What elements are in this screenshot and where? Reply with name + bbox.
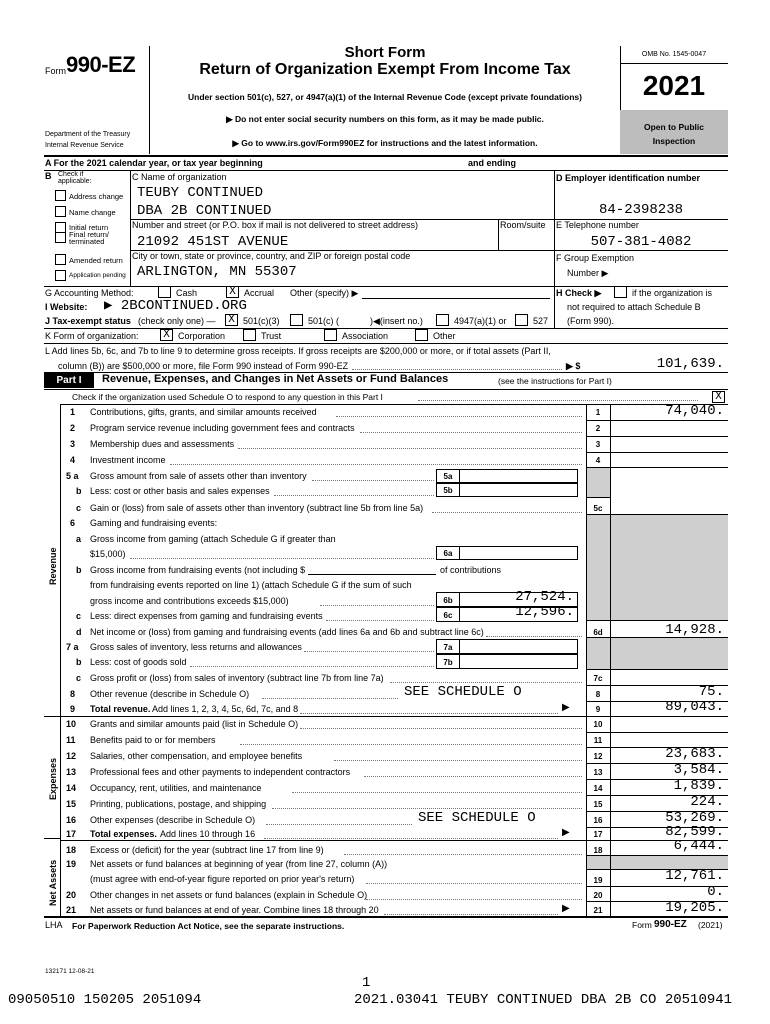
line-15-text: Printing, publications, postage, and shipping — [90, 799, 267, 809]
line-14-text: Occupancy, rent, utilities, and maintenance — [90, 783, 262, 793]
form-number: 990-EZ — [66, 52, 136, 77]
line-11-number: 11 — [66, 735, 76, 745]
line-6c-number: c — [76, 611, 82, 621]
corporation-checkbox[interactable]: X — [160, 329, 173, 341]
city-state-zip: ARLINGTON, MN 55307 — [137, 264, 297, 280]
line-12-box: 12 — [593, 752, 603, 761]
line-20-text: Other changes in net assets or fund balances (explain in Schedule O) — [90, 890, 368, 900]
footer-form-year: (2021) — [698, 920, 723, 930]
line-1-number: 1 — [70, 407, 76, 417]
final-return-checkbox[interactable] — [55, 232, 66, 243]
line-21-box: 21 — [593, 906, 603, 915]
website-notice: ▶ Go to www.irs.gov/Form990EZ for instructions and the latest information. — [232, 138, 538, 148]
expenses-side-label: Expenses — [48, 757, 58, 800]
line-6b-amount: 27,524. — [515, 589, 574, 605]
form-990-text: (Form 990). — [567, 316, 615, 326]
line-21-arrow-icon: ▶ — [562, 903, 570, 914]
line-9-text: Total revenue. — [90, 704, 151, 714]
line-5b-number: b — [76, 486, 82, 496]
527-label: 527 — [533, 316, 549, 326]
line-6a-box: 6a — [443, 549, 453, 558]
paperwork-notice: For Paperwork Reduction Act Notice, see the separate instructions. — [72, 921, 345, 931]
schedule-o-check-text: Check if the organization used Schedule O to respond to any question in this Part I — [72, 392, 383, 402]
website-label: I Website: — [45, 302, 88, 312]
line-14-box: 14 — [593, 784, 603, 793]
tax-exempt-label: J Tax-exempt status — [45, 316, 131, 326]
line-10-box: 10 — [593, 720, 603, 729]
dept-treasury: Department of the Treasury — [45, 131, 131, 138]
line-20-amount: 0. — [707, 884, 724, 900]
line-19-amount: 12,761. — [665, 868, 724, 884]
org-dba-name: DBA 2B CONTINUED — [137, 203, 272, 219]
telephone-value: 507-381-4082 — [590, 234, 692, 250]
line-5a-number: 5 a — [66, 471, 79, 481]
4947-label: 4947(a)(1) or — [454, 316, 507, 326]
form-code: 132171 12-08-21 — [45, 968, 95, 975]
line-8-see-schedule: SEE SCHEDULE O — [404, 684, 522, 700]
part1-tag — [44, 373, 94, 388]
line-16-number: 16 — [66, 815, 77, 825]
line-16-box: 16 — [593, 816, 603, 825]
application-pending-checkbox[interactable] — [55, 270, 66, 281]
line-21-text: Net assets or fund balances at end of year. Combine lines 18 through 20 — [90, 905, 379, 915]
line-16-amount: 53,269. — [665, 810, 724, 826]
line-6a-text2: $15,000) — [90, 549, 126, 559]
line-21-amount: 19,205. — [665, 900, 724, 916]
line-10-text: Grants and similar amounts paid (list in Schedule O) — [90, 719, 299, 729]
line-2-number: 2 — [70, 423, 76, 433]
line-12-number: 12 — [66, 751, 77, 761]
address-change-checkbox[interactable] — [55, 190, 66, 201]
tax-exempt-check: (check only one) — — [138, 316, 216, 326]
line-9-arrow-icon: ▶ — [562, 702, 570, 713]
501c-label: 501(c) ( — [308, 316, 340, 326]
line-5b-field[interactable] — [459, 483, 578, 497]
omb-number: OMB No. 1545-0047 — [641, 51, 707, 58]
insert-no-label: )◀(insert no.) — [370, 316, 423, 326]
line-8-text: Other revenue (describe in Schedule O) — [90, 689, 250, 699]
line-18-box: 18 — [593, 846, 603, 855]
ein-label: D Employer identification number — [556, 173, 701, 183]
irs-label: Internal Revenue Service — [45, 142, 124, 149]
line-6b-number: b — [76, 565, 82, 575]
accrual-checkbox[interactable]: X — [226, 286, 239, 298]
line-6a-number: a — [76, 534, 82, 544]
line-13-number: 13 — [66, 767, 77, 777]
line-7a-number: 7 a — [66, 642, 79, 652]
line-6d-amount: 14,928. — [665, 622, 724, 638]
line-16-see-schedule: SEE SCHEDULE O — [418, 810, 536, 826]
line-4-box: 4 — [595, 456, 601, 465]
amended-return-checkbox[interactable] — [55, 254, 66, 265]
line-12-text: Salaries, other compensation, and employee benefits — [90, 751, 303, 761]
ein-value: 84-2398238 — [598, 202, 683, 218]
line-7c-number: c — [76, 673, 82, 683]
telephone-label: E Telephone number — [556, 220, 639, 230]
corporation-label: Corporation — [178, 331, 226, 341]
line-13-box: 13 — [593, 768, 603, 777]
schedule-o-checkbox[interactable]: X — [712, 391, 725, 403]
line-6c-box: 6c — [443, 611, 453, 620]
ssn-notice: ▶ Do not enter social security numbers on this form, as it may be made public. — [226, 114, 544, 124]
line-3-box: 3 — [595, 440, 601, 449]
lha-label: LHA — [45, 920, 63, 930]
line-18-number: 18 — [66, 845, 77, 855]
line-5b-box: 5b — [443, 486, 453, 495]
h-check-text: if the organization is — [632, 288, 713, 298]
name-change-label: Name change — [69, 208, 116, 217]
line-21-number: 21 — [66, 905, 77, 915]
trust-checkbox[interactable] — [243, 329, 256, 341]
line-1-box: 1 — [595, 408, 601, 417]
accounting-method-label: G Accounting Method: — [45, 288, 134, 298]
accrual-label: Accrual — [244, 288, 275, 298]
line-9-text-b: Add lines 1, 2, 3, 4, 5c, 6d, 7c, and 8 — [152, 704, 299, 714]
line-13-amount: 3,584. — [673, 762, 724, 778]
line-17-text-b: Add lines 10 through 16 — [160, 829, 256, 839]
line-6-text: Gaming and fundraising events: — [90, 518, 218, 528]
line-7c-text: Gross profit or (loss) from sales of inventory (subtract line 7b from line 7a) — [90, 673, 384, 683]
line-18-text: Excess or (deficit) for the year (subtract line 17 from line 9) — [90, 845, 324, 855]
association-checkbox[interactable] — [324, 329, 337, 341]
line-16-text: Other expenses (describe in Schedule O) — [90, 815, 256, 825]
4947-checkbox[interactable] — [436, 314, 449, 326]
net-assets-side-label: Net Assets — [48, 859, 58, 906]
line-a-ending: and ending — [468, 158, 516, 168]
group-exemption-label: F Group Exemption — [556, 253, 635, 263]
line-7b-number: b — [76, 657, 82, 667]
line-17-number: 17 — [66, 829, 77, 839]
street-label: Number and street (or P.O. box if mail is not delivered to street address) — [132, 220, 418, 230]
527-checkbox[interactable] — [515, 314, 528, 326]
line-14-amount: 1,839. — [673, 778, 724, 794]
line-6a-text1: Gross income from gaming (attach Schedule G if greater than — [90, 534, 336, 544]
line-20-box: 20 — [593, 891, 603, 900]
form-title: Return of Organization Exempt From Income Tax — [199, 61, 571, 78]
line-6c-text: Less: direct expenses from gaming and fundraising events — [90, 611, 323, 621]
city-label: City or town, state or province, country, and ZIP or foreign postal code — [132, 251, 411, 261]
line-l-text1: L Add lines 5b, 6c, and 7b to line 9 to determine gross receipts. If gross receipts are $200,000 or more, or if total assets (Part II, — [45, 346, 551, 356]
line-5c-number: c — [76, 503, 82, 513]
line-6-number: 6 — [70, 518, 76, 528]
line-12-amount: 23,683. — [665, 746, 724, 762]
footer-form-number: 990-EZ — [654, 919, 687, 930]
part1-note: (see the instructions for Part I) — [498, 376, 612, 386]
line-2-text: Program service revenue including government fees and contracts — [90, 423, 355, 433]
line-5c-box: 5c — [593, 504, 603, 513]
footer-right-id: 2021.03041 TEUBY CONTINUED DBA 2B CO 20510941 — [354, 992, 733, 1008]
line-6b-contributions: of contributions — [440, 565, 502, 575]
group-exemption-number-label: Number ▶ — [567, 268, 609, 278]
line-11-text: Benefits paid to or for members — [90, 735, 216, 745]
trust-label: Trust — [261, 331, 282, 341]
schedule-b-checkbox[interactable] — [614, 286, 627, 298]
revenue-side-label: Revenue — [48, 547, 58, 585]
line-5a-text: Gross amount from sale of assets other than inventory — [90, 471, 307, 481]
form-prefix: Form — [45, 66, 66, 76]
line-19-text1: Net assets or fund balances at beginning of year (from line 27, column (A)) — [90, 859, 388, 869]
form-of-org-label: K Form of organization: — [45, 331, 139, 341]
cash-label: Cash — [176, 288, 198, 298]
part1-title: Revenue, Expenses, and Changes in Net Assets or Fund Balances — [102, 373, 449, 385]
line-5c-text: Gain or (loss) from sale of assets other than inventory (subtract line 5b from line 5a) — [90, 503, 424, 513]
line-15-amount: 224. — [690, 794, 724, 810]
form-subtitle: Under section 501(c), 527, or 4947(a)(1) of the Internal Revenue Code (except private foundations) — [188, 92, 582, 102]
line-11-box: 11 — [593, 736, 603, 745]
gross-receipts-amount: 101,639. — [656, 356, 724, 372]
line-9-box: 9 — [595, 705, 601, 714]
line-6d-text: Net income or (loss) from gaming and fundraising events (add lines 6a and 6b and subtract line 6c) — [90, 627, 484, 637]
line-5a-field[interactable] — [459, 469, 578, 483]
line-6d-number: d — [76, 627, 82, 637]
line-17-arrow-icon: ▶ — [562, 827, 570, 838]
501c3-label: 501(c)(3) — [243, 316, 280, 326]
amended-return-label: Amended return — [69, 256, 123, 265]
line-18-amount: 6,444. — [673, 838, 724, 854]
501c3-checkbox[interactable]: X — [225, 314, 238, 326]
line-8-box: 8 — [595, 690, 601, 699]
line-10-number: 10 — [66, 719, 77, 729]
line-a-label: A For the 2021 calendar year, or tax year beginning — [45, 158, 263, 168]
line-6b-box: 6b — [443, 596, 453, 605]
footer-left-id: 09050510 150205 2051094 — [8, 992, 202, 1008]
schedule-b-text: not required to attach Schedule B — [567, 302, 701, 312]
inspection-box — [620, 110, 728, 154]
check-if-applicable: Check if applicable: — [58, 171, 92, 185]
part1-tag-label: Part I — [56, 375, 82, 386]
other-method-label: Other (specify) ▶ — [290, 288, 359, 298]
line-7a-box: 7a — [443, 643, 453, 652]
line-5a-box: 5a — [443, 472, 453, 481]
line-1-amount: 74,040. — [665, 403, 724, 419]
h-check-label: H Check ▶ — [556, 288, 602, 298]
line-6d-box: 6d — [593, 628, 603, 637]
line-6a-field[interactable] — [459, 546, 578, 560]
line-9-amount: 89,043. — [665, 699, 724, 715]
line-2-box: 2 — [595, 424, 601, 433]
name-change-checkbox[interactable] — [55, 206, 66, 217]
line-6c-amount: 12,596. — [515, 604, 574, 620]
line-7b-text: Less: cost of goods sold — [90, 657, 187, 667]
website-value: ▶ 2BCONTINUED.ORG — [104, 298, 247, 314]
line-17-amount: 82,599. — [665, 824, 724, 840]
line-19-box: 19 — [593, 876, 603, 885]
open-public: Open to Public — [644, 122, 704, 132]
line-4-number: 4 — [70, 455, 76, 465]
line-13-text: Professional fees and other payments to independent contractors — [90, 767, 351, 777]
line-3-text: Membership dues and assessments — [90, 439, 235, 449]
other-org-checkbox[interactable] — [415, 329, 428, 341]
line-17-text: Total expenses. — [90, 829, 157, 839]
line-9-number: 9 — [70, 704, 76, 714]
line-7a-field[interactable] — [459, 639, 578, 654]
line-3-number: 3 — [70, 439, 76, 449]
footer-form-tag: Form — [632, 920, 652, 930]
line-15-number: 15 — [66, 799, 77, 809]
line-7b-box: 7b — [443, 658, 453, 667]
application-pending-label: Application pending — [69, 272, 126, 279]
line-l-dollar: ▶ $ — [566, 361, 581, 371]
line-6b-text3: gross income and contributions exceeds $15,000) — [90, 596, 289, 606]
501c-checkbox[interactable] — [290, 314, 303, 326]
initial-return-label: Initial return — [69, 223, 109, 232]
line-17-box: 17 — [593, 830, 603, 839]
line-b-label: B — [45, 171, 52, 181]
room-suite-label: Room/suite — [500, 220, 546, 230]
org-name-label: C Name of organization — [132, 172, 227, 182]
other-org-label: Other — [433, 331, 456, 341]
org-name: TEUBY CONTINUED — [137, 185, 264, 201]
line-7c-box: 7c — [593, 674, 603, 683]
line-5b-text: Less: cost or other basis and sales expenses — [90, 486, 270, 496]
page-number: 1 — [362, 975, 371, 991]
tax-year: 2021 — [642, 70, 706, 101]
line-15-box: 15 — [593, 800, 603, 809]
street-address: 21092 451ST AVENUE — [137, 234, 289, 250]
line-6b-text1: Gross income from fundraising events (not including $ — [90, 565, 306, 575]
line-l-text2: column (B)) are $500,000 or more, file Form 990 instead of Form 990-EZ — [58, 361, 349, 371]
inspection-label: Inspection — [652, 136, 696, 146]
line-8-number: 8 — [70, 689, 76, 699]
line-6b-text2: from fundraising events reported on line 1) (attach Schedule G if the sum of such — [90, 580, 412, 590]
address-change-label: Address change — [69, 192, 124, 201]
final-return-label: Final return/ terminated — [69, 230, 110, 246]
line-19-text2: (must agree with end-of-year figure reported on prior year's return) — [90, 874, 355, 884]
line-7b-field[interactable] — [459, 654, 578, 669]
line-4-text: Investment income — [90, 455, 166, 465]
line-14-number: 14 — [66, 783, 77, 793]
line-8-amount: 75. — [698, 684, 724, 700]
line-20-number: 20 — [66, 890, 77, 900]
association-label: Association — [342, 331, 389, 341]
line-7a-text: Gross sales of inventory, less returns and allowances — [90, 642, 302, 652]
line-19-number: 19 — [66, 859, 77, 869]
form-title-short: Short Form — [344, 44, 426, 61]
line-1-text: Contributions, gifts, grants, and similar amounts received — [90, 407, 317, 417]
